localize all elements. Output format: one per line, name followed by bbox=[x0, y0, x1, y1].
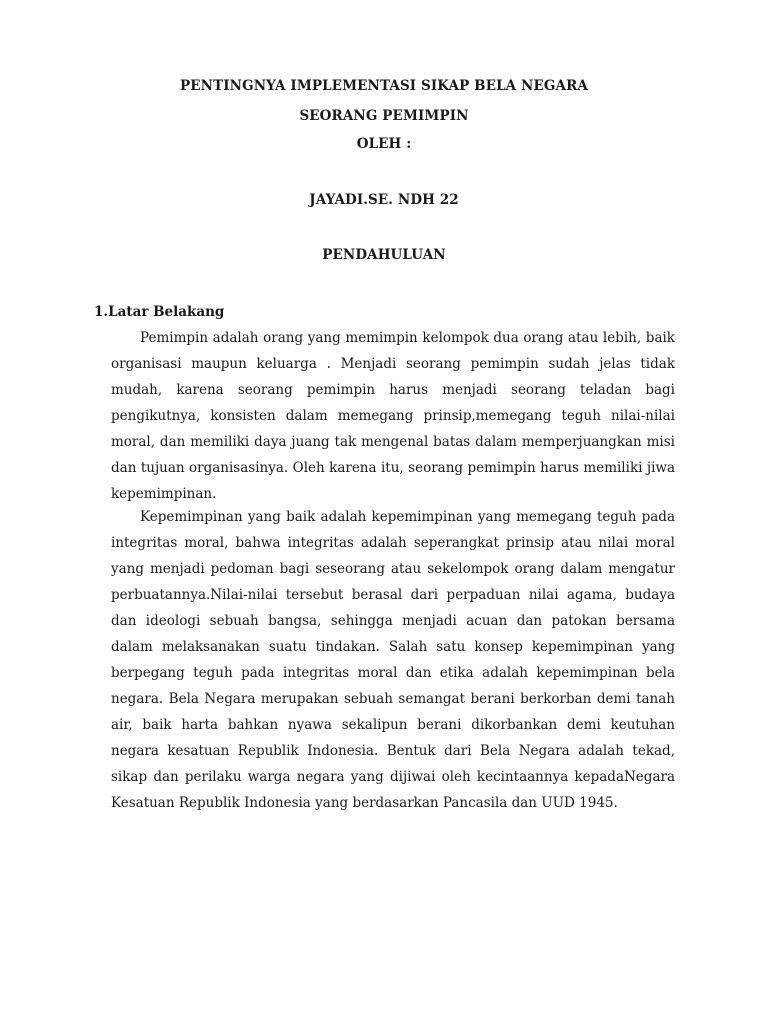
by-label: OLEH : bbox=[356, 136, 412, 152]
author-name: JAYADI.SE. NDH 22 bbox=[309, 192, 459, 208]
section-title: PENDAHULUAN bbox=[322, 247, 446, 263]
body-paragraph-2: Kepemimpinan yang baik adalah kepemimpinan yang memegang teguh pada integritas moral, bahwa integritas adalah seperangkat prinsip atau nilai moral yang menjadi pedoman bagi seseorang atau sekelompok orang dalam mengatur perbuatannya.Nilai-nilai tersebut berasal dari perpaduan nilai agama, budaya dan ideologi sebuah bangsa, sehingga menjadi acuan dan patokan bersama dalam melaksanakan suatu tindakan. Salah satu konsep kepemimpinan yang berpegang teguh pada integritas moral dan etika adalah kepemimpinan bela negara. Bela Negara merupakan sebuah semangat berani berkorban demi tanah air, baik harta bahkan nyawa sekalipun berani dikorbankan demi keutuhan negara kesatuan Republik Indonesia. Bentuk dari Bela Negara adalah tekad, sikap dan perilaku warga negara yang dijiwai oleh kecintaannya kepadaNegara Kesatuan Republik Indonesia yang berdasarkan Pancasila dan UUD 1945. bbox=[111, 509, 675, 811]
body-paragraph-1: Pemimpin adalah orang yang memimpin kelompok dua orang atau lebih, baik organisasi maupun keluarga . Menjadi seorang pemimpin sudah jelas tidak mudah, karena seorang pemimpin harus menjadi seorang teladan bagi pengikutnya, konsisten dalam memegang prinsip,memegang teguh nilai-nilai moral, dan memiliki daya juang tak mengenal batas dalam memperjuangkan misi dan tujuan organisasinya. Oleh karena itu, seorang pemimpin harus memiliki jiwa kepemimpinan. bbox=[111, 330, 675, 502]
subsection-heading: 1.Latar Belakang bbox=[94, 304, 225, 320]
document-title-line-2: SEORANG PEMIMPIN bbox=[299, 108, 469, 124]
document-title-line-1: PENTINGNYA IMPLEMENTASI SIKAP BELA NEGARA bbox=[180, 78, 588, 94]
